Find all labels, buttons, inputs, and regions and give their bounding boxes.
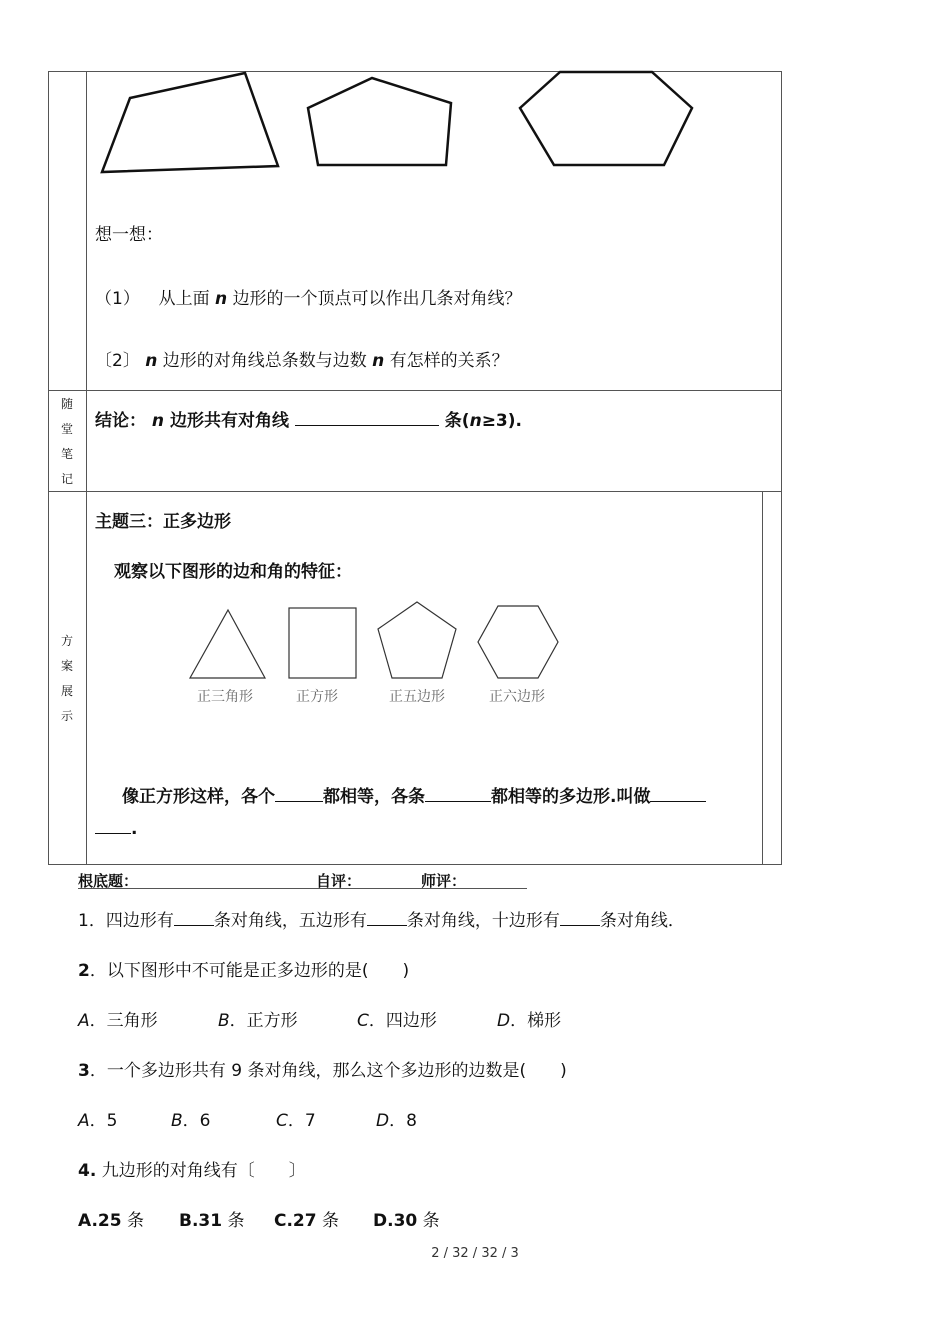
exercise-1: 1．四边形有 条对角线，五边形有 条对角线，十边形有 条对角线．	[78, 911, 685, 931]
observe-instruction: 观察以下图形的边和角的特征：	[114, 562, 352, 582]
teacher-eval-label: 师评：	[421, 872, 467, 890]
question-1-pre: 从上面	[158, 289, 210, 309]
regular-polygons-figure	[185, 598, 565, 684]
ex3-option-a[interactable]: A．5	[78, 1111, 118, 1131]
caption-triangle: 正三角形	[197, 689, 253, 705]
polygon-figures	[90, 66, 710, 181]
topic-3-title: 主题三：正多边形	[95, 512, 231, 532]
square-shape	[289, 608, 356, 678]
variable-n: n	[151, 411, 165, 431]
regular-triangle-shape	[190, 610, 265, 678]
ex1-blank-3[interactable]	[560, 924, 600, 926]
question-1-number: （1）	[95, 289, 140, 309]
variable-n: n	[145, 351, 158, 371]
question-1	[95, 284, 522, 309]
regular-hexagon-shape	[478, 606, 558, 678]
exercise-2: 2．以下图形中不可能是正多边形的是( )	[78, 961, 410, 981]
ex4-option-b[interactable]: B.31 条	[179, 1211, 245, 1231]
fill-blank-3-cont[interactable]	[95, 832, 131, 834]
question-2	[95, 346, 509, 371]
question-2-mid: 边形的对角线总条数与边数	[162, 351, 367, 371]
side-label-notes: 随 堂 笔 记	[60, 397, 73, 486]
fill-in-definition: 像正方形这样，各个 都相等，各条 都相等的多边形.叫做	[122, 782, 706, 807]
exercise-4: 4. 九边形的对角线有〔 〕	[78, 1161, 306, 1181]
ex3-option-d[interactable]: D．8	[376, 1111, 417, 1131]
pentagon-shape	[308, 78, 451, 165]
conclusion-pre: 边形共有对角线	[169, 411, 289, 431]
conclusion-post-b: ≥3).	[481, 411, 522, 431]
ex4-option-a[interactable]: A.25 条	[78, 1211, 144, 1231]
conclusion-line	[95, 406, 522, 431]
ex1-blank-2[interactable]	[367, 924, 407, 926]
page-number: 2 / 32 / 32 / 3	[431, 1246, 519, 1261]
ex4-option-c[interactable]: C.27 条	[274, 1211, 339, 1231]
side-label-plan: 方 案 展 示	[60, 634, 73, 723]
ex2-option-b[interactable]: B．正方形	[218, 1011, 298, 1031]
caption-pentagon: 正五边形	[389, 689, 445, 705]
fill-blank-1[interactable]	[275, 800, 323, 802]
ex4-option-d[interactable]: D.30 条	[373, 1211, 440, 1231]
fill-in-definition-cont: .	[95, 819, 137, 839]
quadrilateral-shape	[102, 73, 278, 172]
regular-pentagon-shape	[378, 602, 456, 678]
ex2-option-d[interactable]: D．梯形	[497, 1011, 562, 1031]
variable-n: n	[215, 289, 228, 309]
variable-n: n	[469, 411, 482, 431]
ex1-blank-1[interactable]	[174, 924, 214, 926]
question-2-post: 有怎样的关系？	[389, 351, 509, 371]
variable-n: n	[372, 351, 385, 371]
fill-blank-2[interactable]	[425, 800, 491, 802]
self-eval-label: 自评：	[316, 872, 362, 890]
conclusion-post-a: 条(	[444, 411, 470, 431]
hexagon-shape	[520, 72, 692, 165]
exercise-3: 3．一个多边形共有 9 条对角线，那么这个多边形的边数是( )	[78, 1061, 567, 1081]
conclusion-blank[interactable]	[295, 424, 439, 426]
question-1-post: 边形的一个顶点可以作出几条对角线？	[232, 289, 522, 309]
ex3-option-b[interactable]: B．6	[171, 1111, 211, 1131]
caption-square: 正方形	[296, 689, 338, 705]
ex2-option-a[interactable]: A．三角形	[78, 1011, 158, 1031]
caption-hexagon: 正六边形	[489, 689, 545, 705]
ex3-option-c[interactable]: C．7	[276, 1111, 316, 1131]
think-title: 想一想：	[95, 225, 163, 245]
fill-blank-3[interactable]	[650, 800, 706, 802]
ex2-option-c[interactable]: C．四边形	[357, 1011, 437, 1031]
conclusion-label: 结论：	[95, 411, 146, 431]
base-label: 根底题：	[78, 872, 139, 890]
question-2-number: 〔2〕	[95, 351, 140, 371]
